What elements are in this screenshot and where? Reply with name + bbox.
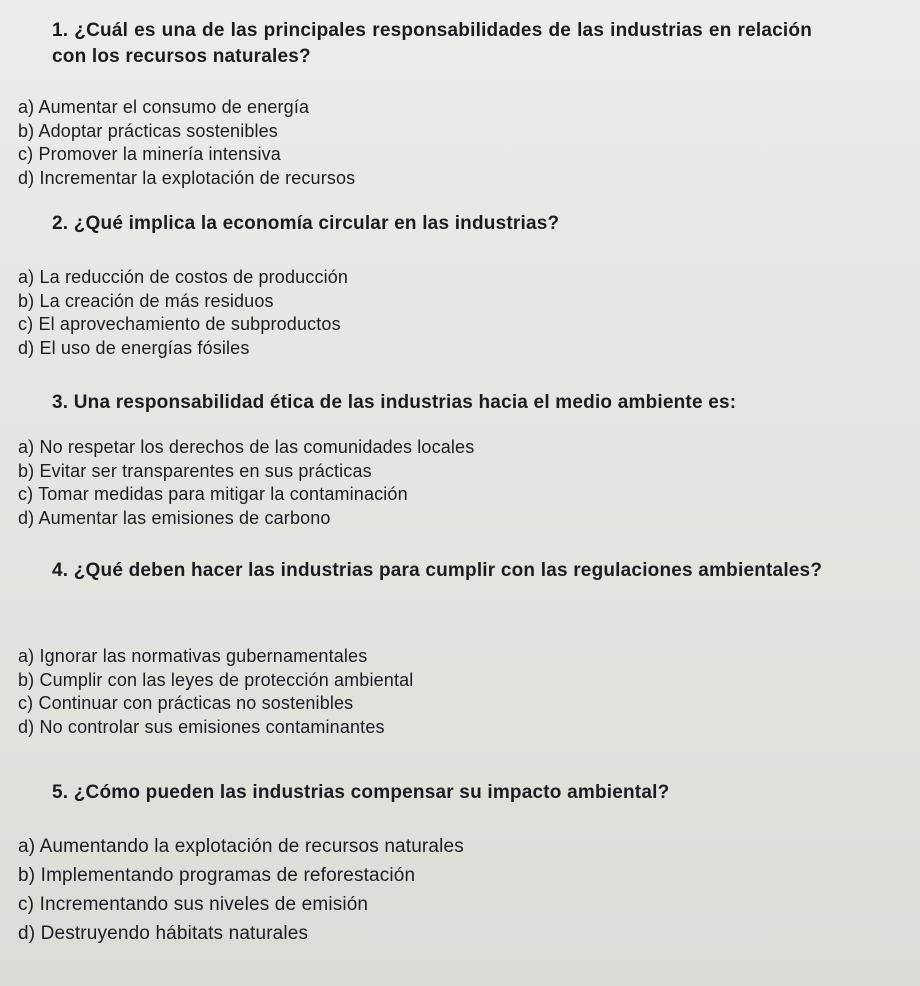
option-letter: b) <box>18 290 35 311</box>
question-number: 4. <box>52 560 69 581</box>
question-1-options <box>18 96 355 190</box>
option-letter: d) <box>18 716 35 737</box>
question-text: ¿Qué implica la economía circular en las industrias? <box>73 213 560 234</box>
question-number: 3. <box>52 392 69 413</box>
option-2a[interactable] <box>18 266 348 290</box>
option-text: El uso de energías fósiles <box>39 337 250 358</box>
option-text: Aumentar el consumo de energía <box>38 97 310 117</box>
option-letter: d) <box>18 337 35 358</box>
option-letter: d) <box>18 167 35 188</box>
question-1 <box>52 18 812 70</box>
option-text: La creación de más residuos <box>39 290 274 311</box>
option-1d[interactable] <box>18 167 355 191</box>
option-letter: a) <box>18 646 35 666</box>
option-letter: b) <box>18 669 35 690</box>
question-text: ¿Qué deben hacer las industrias para cumplir con las regulaciones ambientales? <box>73 560 823 581</box>
option-3c[interactable] <box>18 483 474 507</box>
option-text: Incrementar la explotación de recursos <box>39 167 356 188</box>
option-1c[interactable] <box>18 143 355 167</box>
option-letter: b) <box>18 460 35 481</box>
option-text: Tomar medidas para mitigar la contaminación <box>38 484 408 504</box>
option-letter: b) <box>18 120 35 141</box>
option-4c[interactable] <box>18 692 413 716</box>
option-2b[interactable] <box>18 290 348 314</box>
option-letter: a) <box>18 836 36 857</box>
option-letter: d) <box>18 923 36 944</box>
option-text: Promover la minería intensiva <box>38 144 281 164</box>
option-letter: d) <box>18 507 35 528</box>
question-3-options <box>18 436 474 530</box>
option-letter: a) <box>18 97 35 117</box>
question-5-options <box>18 832 464 948</box>
option-5c[interactable] <box>18 890 464 919</box>
option-1a[interactable] <box>18 96 355 120</box>
question-number: 1. <box>52 20 69 41</box>
option-text: Implementando programas de reforestación <box>40 865 416 886</box>
option-4a[interactable] <box>18 645 413 669</box>
option-letter: a) <box>18 267 35 287</box>
option-3a[interactable] <box>18 436 474 460</box>
option-letter: b) <box>18 865 36 886</box>
option-5b[interactable] <box>18 861 464 890</box>
option-text: Incrementando sus niveles de emisión <box>39 894 369 915</box>
option-text: No respetar los derechos de las comunidades locales <box>39 437 475 457</box>
question-text: ¿Cómo pueden las industrias compensar su impacto ambiental? <box>73 782 670 803</box>
question-4-options <box>18 645 413 739</box>
question-2-options <box>18 266 348 360</box>
option-letter: c) <box>18 484 34 504</box>
option-text: No controlar sus emisiones contaminantes <box>39 716 385 737</box>
option-2d[interactable] <box>18 337 348 361</box>
option-text: El aprovechamiento de subproductos <box>38 314 341 334</box>
option-1b[interactable] <box>18 120 355 144</box>
option-text: Aumentando la explotación de recursos naturales <box>39 836 464 857</box>
question-number: 5. <box>52 782 69 803</box>
option-3d[interactable] <box>18 507 474 531</box>
option-text: Continuar con prácticas no sostenibles <box>38 693 354 713</box>
question-3 <box>52 390 872 416</box>
option-text: Evitar ser transparentes en sus prácticas <box>39 460 372 481</box>
question-2 <box>52 211 832 237</box>
option-text: Cumplir con las leyes de protección ambiental <box>39 669 414 690</box>
option-letter: c) <box>18 314 34 334</box>
option-letter: c) <box>18 693 34 713</box>
question-number: 2. <box>52 213 69 234</box>
option-3b[interactable] <box>18 460 474 484</box>
option-4d[interactable] <box>18 716 413 740</box>
option-text: Destruyendo hábitats naturales <box>40 923 309 944</box>
option-text: Aumentar las emisiones de carbono <box>38 507 331 528</box>
option-5d[interactable] <box>18 919 464 948</box>
option-text: Adoptar prácticas sostenibles <box>38 120 278 141</box>
option-letter: a) <box>18 437 35 457</box>
option-letter: c) <box>18 144 34 164</box>
option-5a[interactable] <box>18 832 464 861</box>
option-text: Ignorar las normativas gubernamentales <box>39 646 368 666</box>
question-text: Una responsabilidad ética de las industrias hacia el medio ambiente es: <box>73 392 737 413</box>
option-letter: c) <box>18 894 35 915</box>
option-4b[interactable] <box>18 669 413 693</box>
option-2c[interactable] <box>18 313 348 337</box>
question-text: ¿Cuál es una de las principales responsabilidades de las industrias en relación con los recursos naturales? <box>52 20 812 67</box>
question-4 <box>52 553 858 589</box>
question-5 <box>52 780 872 806</box>
option-text: La reducción de costos de producción <box>39 267 349 287</box>
